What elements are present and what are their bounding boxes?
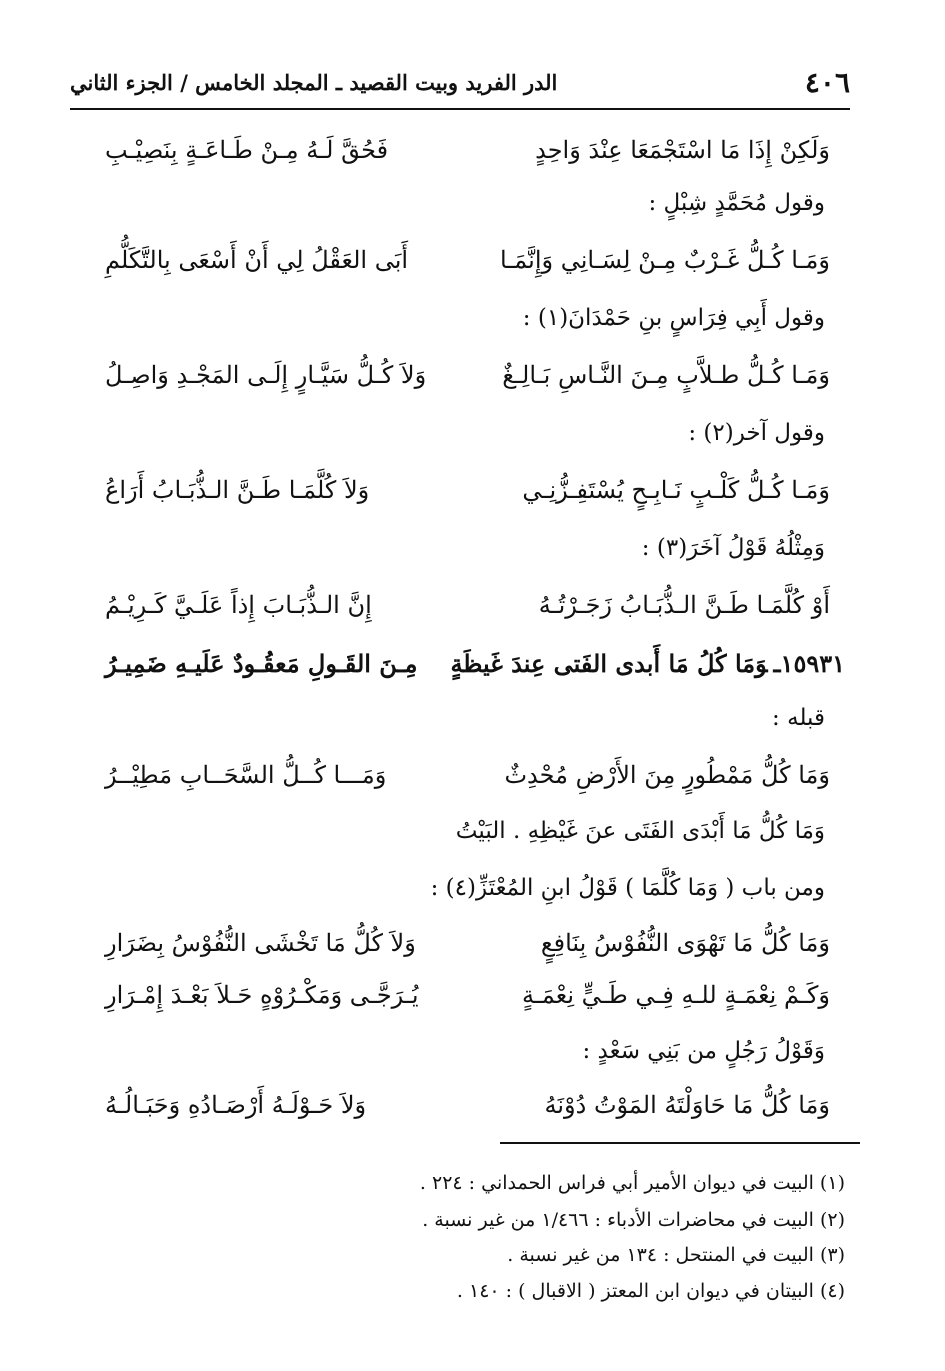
- page-number: ٤٠٦: [804, 65, 850, 99]
- verse-second-hemistich: يُـرَجَّـى وَمَكْـرُوْهٍ حَـلاَ بَعْـدَ إِمْـرَارِ: [105, 981, 419, 1009]
- attribution-line: وقول آخر(٢) :: [688, 420, 825, 446]
- verse-number: ١٥٩٣١ـ: [773, 648, 845, 678]
- verse-second-hemistich: أَبَى العَقْلُ لِي أَنْ أَسْعَى بِالتَّكَلُّمِ: [105, 246, 409, 274]
- verse: [105, 970, 830, 1020]
- verse-second-hemistich: وَلاَ كُـلُّ سَيَّـارٍ إِلَـى المَجْـدِ وَاصِـلُ: [105, 361, 427, 389]
- verse: [105, 918, 830, 968]
- attribution-line: وقول مُحَمَّدٍ شِبْلٍ :: [648, 190, 825, 216]
- verse: [105, 465, 830, 515]
- attribution-line: قبله :: [772, 705, 825, 731]
- verse-second-hemistich: وَلاَ حَـوْلَـهُ أَرْصَـادُهِ وَحَبَـالُـهُ: [105, 1091, 367, 1119]
- verse-first-hemistich: وَمَا كُلُّ مَا حَاوَلْتَهُ المَوْتُ دُوْنَهُ: [544, 1091, 830, 1119]
- verse-second-hemistich: فَحُقَّ لَـهُ مِـنْ طَـاعَـةٍ بِنَصِيْـبِ: [105, 136, 389, 164]
- running-head: [70, 62, 850, 102]
- verse-first-hemistich: [450, 649, 845, 678]
- verse-first-hemistich: أَوْ كُلَّمَـا طَـنَّ الـذُّبَـابُ زَجَـرْتُـهُ: [538, 591, 830, 619]
- footnote: (٢) البيت في محاضرات الأدباء : ١/٤٦٦ من غير نسبة .: [422, 1209, 845, 1231]
- header-rule: [70, 108, 850, 110]
- footnote: (٤) البيتان في ديوان ابن المعتز ( الاقبال ) : ١٤٠ .: [456, 1280, 845, 1302]
- numbered-verse: [105, 638, 845, 688]
- verse-first-hemistich-text: وَمَا كُلُ مَا أَبدى الفَتى عِندَ غَيظَةٍ: [450, 648, 768, 678]
- verse: [105, 235, 830, 285]
- attribution-line: ومن باب ( وَمَا كُلَّمَا ) قَوْلُ ابنِ المُعْتَزِّ(٤) :: [430, 875, 825, 901]
- verse: [105, 125, 830, 175]
- verse-second-hemistich: وَلاَ كُلُّ مَا تَخْشَى النُّفُوْسُ بِضَرَارِ: [105, 929, 416, 957]
- verse-second-hemistich: إِنَّ الـذُّبَـابَ إِذاً عَلَـيَّ كَـرِيْـمُ: [105, 591, 372, 619]
- verse: [105, 350, 830, 400]
- verse: [105, 750, 830, 800]
- verse-second-hemistich: مِـنَ القَـولِ مَعقُـودٌ عَلَيـهِ ضَمِيـرُ: [105, 648, 418, 678]
- prose-line: وَمَا كُلُّ مَا أَبْدَى الفَتَى عنَ غَيْظِهِ . البَيْتُ: [455, 818, 825, 844]
- running-title: الدر الفريد وبيت القصيد ـ المجلد الخامس / الجزء الثاني: [70, 69, 558, 95]
- verse-first-hemistich: وَلَكِنْ إِذَا مَا اسْتَجْمَعَا عِنْدَ وَاحِدٍ: [535, 136, 830, 164]
- footnote: (٣) البيت في المنتحل : ١٣٤ من غير نسبة .: [507, 1244, 845, 1266]
- verse-first-hemistich: وَمَـا كُـلُّ غَـرْبٌ مِـنْ لِسَـانِي وَإِنَّمَـا: [499, 246, 830, 274]
- verse-first-hemistich: وَمَا كُلُّ مَمْطُورٍ مِنَ الأَرْضِ مُحْدِثٌ: [504, 761, 830, 789]
- verse-first-hemistich: وَمَـا كُـلُّ كَلْـبٍ نَـابِـحٍ يُسْتَفِـزُّنِـي: [522, 476, 830, 504]
- attribution-line: وَقَوْلُ رَجُلٍ من بَنِي سَعْدٍ :: [582, 1038, 825, 1064]
- verse: [105, 580, 830, 630]
- verse: [105, 1080, 830, 1130]
- attribution-line: وَمِثْلُهُ قَوْلُ آخَرَ(٣) :: [641, 535, 825, 561]
- footnote-rule: [500, 1142, 860, 1144]
- verse-second-hemistich: وَمَـــا كُــلُّ السَّحَــابِ مَطِيْــرُ: [105, 761, 387, 789]
- attribution-line: وقول أَبِي فِرَاسٍ بنِ حَمْدَانَ(١) :: [522, 305, 825, 331]
- verse-first-hemistich: وَمَـا كُـلُّ طـلاَّبٍ مِـنَ النَّـاسِ بَـالِـغٌ: [502, 361, 830, 389]
- verse-first-hemistich: وَمَا كُلُّ مَا تَهْوَى النُّفُوْسُ بِنَافِعٍ: [540, 929, 830, 957]
- verse-first-hemistich: وَكَـمْ نِعْمَـةٍ للـهِ فِـي طَـيٍّ نِعْمَـةٍ: [521, 981, 830, 1009]
- verse-second-hemistich: وَلاَ كُلَّمَـا طَـنَّ الـذُّبَـابُ أَرَاعُ: [105, 476, 370, 504]
- footnote: (١) البيت في ديوان الأمير أبي فراس الحمداني : ٢٢٤ .: [419, 1172, 845, 1194]
